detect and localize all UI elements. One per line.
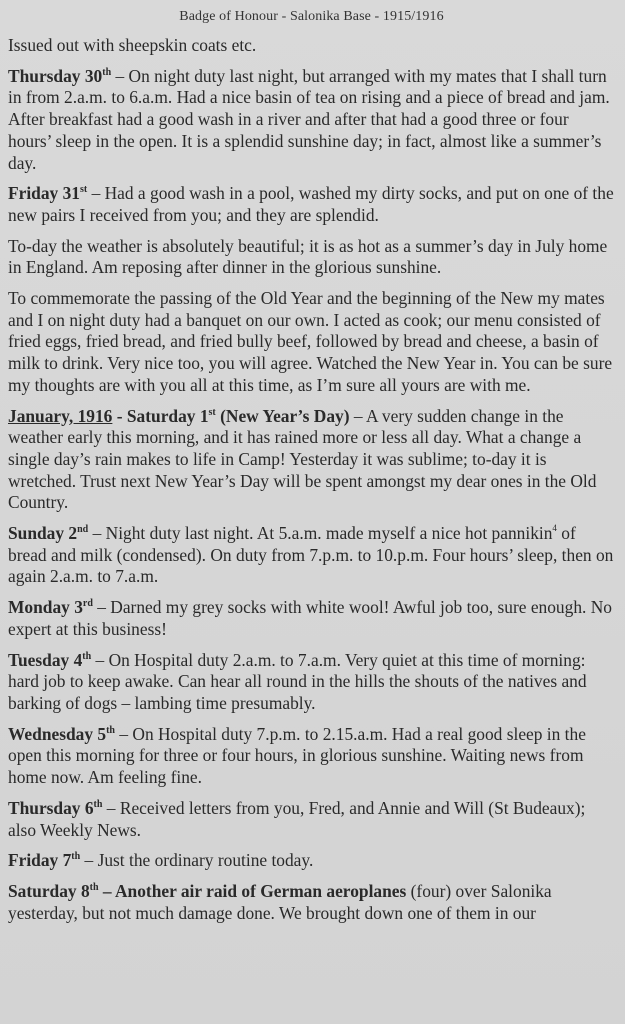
diary-entry-sunday-2 <box>8 523 615 588</box>
date-text: Friday 7 <box>8 850 72 871</box>
diary-entry-thursday-6 <box>8 798 615 841</box>
entry-text: – On Hospital duty 7.p.m. to 2.15.a.m. Had a real good sleep in the open this morning for three or four hours, in glorious sunshine. Waiting news from home now. Am feeling fine. <box>8 723 586 788</box>
date-suffix: th <box>71 851 81 863</box>
diary-entry-new-years-day <box>8 406 615 515</box>
entry-text: – Had a good wash in a pool, washed my dirty socks, and put on one of the new pairs I received from you; and they are splendid. <box>8 183 614 225</box>
date-text: Wednesday 5 <box>8 723 107 744</box>
diary-entry-friday-7 <box>8 850 615 872</box>
entry-text: – Night duty last night. At 5.a.m. made myself a nice hot pannikin <box>88 523 553 544</box>
date-suffix: th <box>82 650 92 662</box>
entry-text: – A very sudden change in the weather early this morning, and it has rained more or less all day. What a change a single day’s rain makes to life in Camp! Yesterday it was sublime; to-day it is wretched. Trust next New Year’s Day will be spent amongst my dear ones in the Old Country. <box>8 405 597 513</box>
entry-text: – On Hospital duty 2.a.m. to 7.a.m. Very quiet at this time of morning: hard job to keep awake. Can hear all round in the hills the shouts of the natives and barking of dogs – lambing time presumably. <box>8 649 587 713</box>
footnote-marker: 4 <box>552 523 557 534</box>
date-text: - Saturday 1 <box>112 405 209 426</box>
entry-date <box>8 650 91 670</box>
date-suffix: st <box>79 184 88 196</box>
entry-date <box>8 183 87 203</box>
entry-text-continued: of bread and milk (condensed). On duty from 7.p.m. to 10.p.m. Four hours’ sleep, then on again 2.a.m. to 7.a.m. <box>8 523 614 587</box>
diary-entry-thursday-30 <box>8 66 615 175</box>
paragraph-text: Issued out with sheepskin coats etc. <box>8 35 257 55</box>
entry-date <box>8 798 102 818</box>
paragraph-text: To-day the weather is absolutely beautiful; it is as hot as a summer’s day in July home in England. Am reposing after dinner in the glorious sunshine. <box>8 235 608 278</box>
paragraph-weather <box>8 236 615 279</box>
date-text: Sunday 2 <box>8 523 78 544</box>
diary-entry-monday-3 <box>8 597 615 640</box>
air-raid-heading: – Another air raid of German aeroplanes <box>98 880 407 901</box>
entry-text: – Just the ordinary routine today. <box>80 850 314 871</box>
entry-date <box>112 406 349 426</box>
date-text: Saturday 8 <box>8 880 90 901</box>
entry-date <box>8 66 111 86</box>
date-text: Thursday 6 <box>8 797 94 818</box>
date-suffix: th <box>102 66 112 78</box>
running-header: Badge of Honour - Salonika Base - 1915/1916 <box>179 9 444 24</box>
entry-date <box>8 724 115 744</box>
paragraph-text: To commemorate the passing of the Old Year and the beginning of the New my mates and I on night duty had a banquet on our own. I acted as cook; our menu consisted of fried eggs, fried bread, and fried bully beef, followed by bread and cheese, a basin of milk to drink. Very nice too, you will agree. Watched the New Year in. You can be sure my thoughts are with you all at this time, as I’m sure all yours are with me. <box>8 288 613 395</box>
date-text: Monday 3 <box>8 597 83 618</box>
date-suffix: nd <box>77 524 89 536</box>
date-suffix: rd <box>82 598 93 610</box>
entry-date <box>8 850 80 870</box>
entry-date <box>8 523 88 543</box>
date-note: (New Year’s Day) <box>215 405 350 426</box>
entry-date <box>8 881 406 901</box>
date-text: Tuesday 4 <box>8 649 83 670</box>
diary-entry-friday-31 <box>8 183 615 226</box>
paragraph-banquet <box>8 288 615 397</box>
date-suffix: th <box>93 798 103 810</box>
date-text: Friday 31 <box>8 183 80 204</box>
paragraph-coats <box>8 35 615 57</box>
date-suffix: th <box>106 724 115 736</box>
diary-entry-wednesday-5 <box>8 724 615 789</box>
entry-text: – Darned my grey socks with white wool! Awful job too, sure enough. No expert at this business! <box>8 597 612 639</box>
date-suffix: th <box>89 881 99 893</box>
entry-text: – On night duty last night, but arranged with my mates that I shall turn in from 2.a.m. to 6.a.m. Had a nice basin of tea on rising and a piece of bread and jam. After breakfast had a good wash in a river and after that had a good three or four hours’ sleep in the open. It is a splendid sunshine day; in fact, almost like a summer’s day. <box>8 65 610 173</box>
diary-entry-saturday-8 <box>8 881 615 924</box>
date-text: Thursday 30 <box>8 65 103 86</box>
entry-date <box>8 597 93 617</box>
month-heading: January, 1916 <box>8 405 113 426</box>
entry-text: (four) over Salonika yesterday, but not much damage done. We brought down one of them in our <box>8 880 552 923</box>
entry-text: – Received letters from you, Fred, and Annie and Will (St Budeaux); also Weekly News. <box>8 797 586 840</box>
date-suffix: st <box>208 406 216 418</box>
diary-entry-tuesday-4 <box>8 650 615 715</box>
